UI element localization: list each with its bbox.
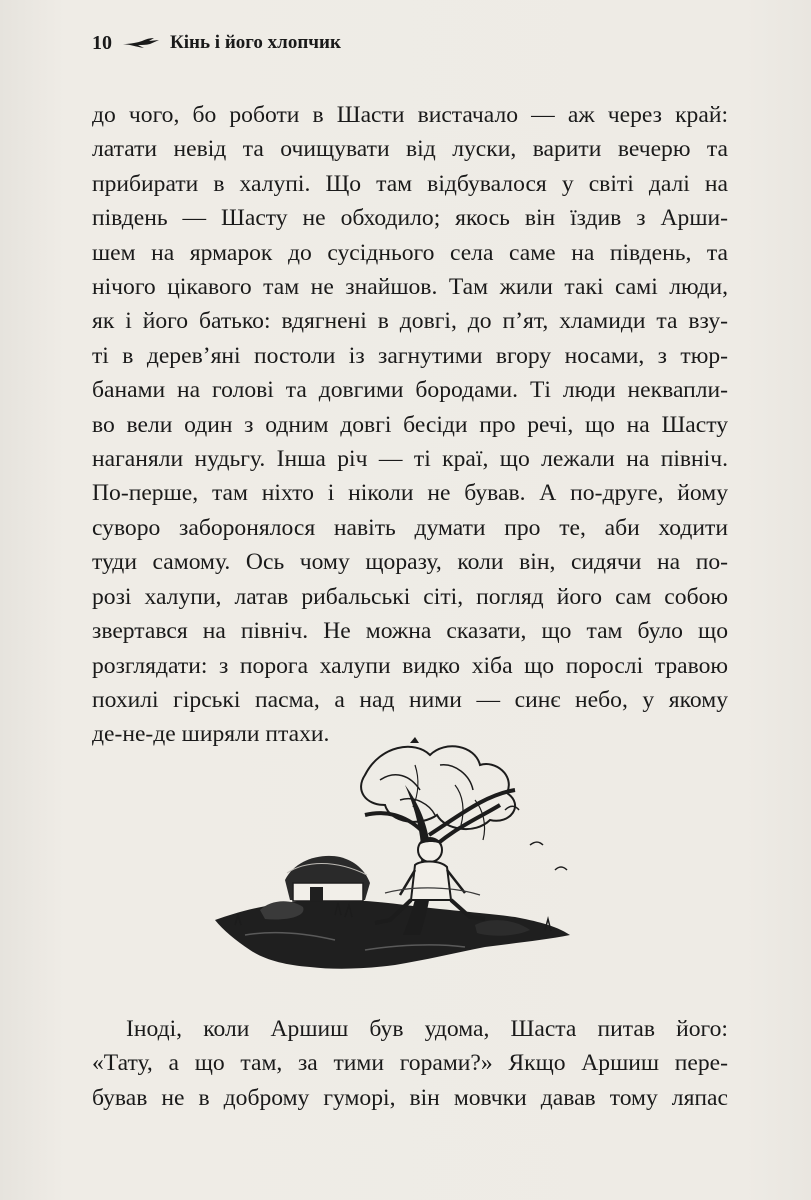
text-line: наганяли нудьгу. Інша річ — ті краї, що лежали на північ. [92, 446, 728, 473]
text-line: суворо заборонялося навіть думати про те, аби ходити [92, 514, 728, 541]
text-line: як і його батько: вдягнені в довгі, до п’ят, хламиди та взу- [92, 308, 728, 335]
text-line: латати невід та очищувати від луски, варити вечерю та [92, 136, 728, 163]
text-line: до чого, бо роботи в Шасти вистачало — аж через край: [92, 102, 728, 128]
text-line: Іноді, коли Аршиш був удома, Шаста питав його: [126, 1016, 728, 1042]
text-line: ті в дерев’яні постоли із загнутими вгору носами, з тюр- [92, 342, 728, 369]
text-line: розглядати: з порога халупи видко хіба що порослі травою [92, 652, 728, 679]
text-line: бував не в доброму гуморі, він мовчки давав тому ляпас [92, 1084, 728, 1111]
text-line: По-перше, там ніхто і ніколи не бував. А по-друге, йому [92, 480, 728, 507]
page-number: 10 [92, 31, 112, 54]
text-line: во вели один з одним довгі бесіди про речі, що на Шасту [92, 411, 728, 438]
text-line: похилі гірські пасма, а над ними — синє небо, у якому [92, 686, 728, 713]
running-header [92, 28, 341, 58]
text-line: де-не-де ширяли птахи. [92, 721, 330, 748]
swallow-ornament-icon [122, 36, 160, 50]
text-line: банами на голові та довгими бородами. Ті люди неквапли- [92, 377, 728, 404]
text-line: розі халупи, латав рибальські сіті, погляд його сам собою [92, 583, 728, 610]
book-title: Кінь і його хлопчик [170, 32, 341, 53]
paragraph-1 [92, 98, 728, 752]
text-line: шем на ярмарок до сусіднього села саме на південь, та [92, 239, 728, 266]
text-line: звертався на північ. Не можна сказати, що там було що [92, 618, 728, 645]
text-line: прибирати в халупі. Що там відбувалося у світі далі на [92, 170, 728, 197]
text-line: нічого цікавого там не знайшов. Там жили такі самі люди, [92, 274, 728, 301]
boy-under-tree-illustration [215, 735, 595, 975]
paragraph-2 [92, 1012, 728, 1115]
text-line: «Тату, а що там, за тими горами?» Якщо Аршиш пере- [92, 1050, 728, 1077]
text-line: туди самому. Ось чому щоразу, коли він, сидячи на по- [92, 549, 728, 576]
text-line: південь — Шасту не обходило; якось він їздив з Арши- [92, 205, 728, 232]
